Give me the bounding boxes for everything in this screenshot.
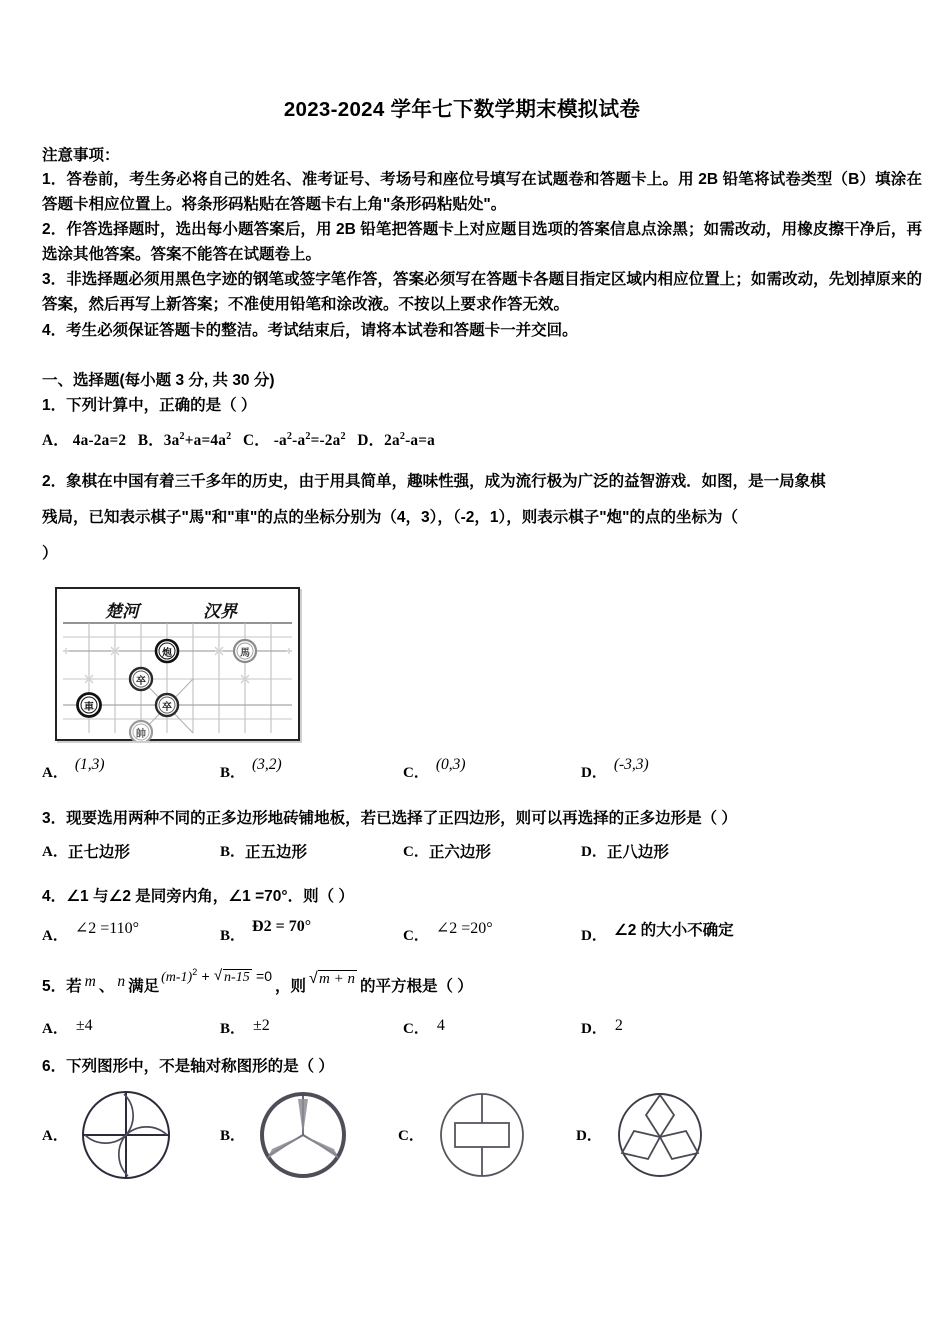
q5-option-a[interactable] <box>42 1017 220 1038</box>
q5-radical-2 <box>309 966 357 991</box>
section-heading-choice: 一、选择题(每小题 3 分, 共 30 分) <box>42 371 275 389</box>
notice-item-4: 4．考生必须保证答题卡的整洁。考试结束后，请将本试卷和答题卡一并交回。 <box>42 321 578 339</box>
q2-option-a[interactable] <box>42 755 220 782</box>
notice-item-3: 3．非选择题必须用黑色字迹的钢笔或签字笔作答，答案必须写在答题卡各题目指定区域内相应位置上；如需改动，先划掉原来的答案，然后再写上新答案；不准使用铅笔和涂改液。不按以上要求作答无效。 <box>42 271 922 314</box>
q1-option-c-label: C． <box>242 431 270 449</box>
q5-option-d[interactable] <box>581 1017 781 1038</box>
question-2-stem-line-2: 残局，已知表示棋子"馬"和"車"的点的坐标分别为（4，3），（-2，1），则表示棋子"炮"的点的坐标为（ <box>42 508 738 526</box>
q6-option-d[interactable] <box>576 1085 766 1185</box>
notice-item-2: 2．作答选择题时，选出每小题答案后，用 2B 铅笔把答题卡上对应题目选项的答案信息点涂黑；如需改动，用橡皮擦干净后，再选涂其他答案。答案不能答在试题卷上。 <box>42 221 922 264</box>
chess-piece-ju <box>78 693 101 716</box>
q3-option-b[interactable] <box>220 840 403 862</box>
question-2-stem-line-3: ） <box>42 545 58 563</box>
q2-option-a-label: A． <box>42 764 68 781</box>
page-content <box>42 0 922 1185</box>
question-5-stem <box>42 966 922 999</box>
q5-radicand-2: m + n <box>319 971 355 988</box>
question-6-stem: 6．下列图形中，不是轴对称图形的是（ ） <box>42 1057 334 1075</box>
chess-board-graphic <box>55 587 300 741</box>
q4-option-a[interactable] <box>42 920 220 945</box>
svg-text:卒: 卒 <box>136 675 146 687</box>
q4-option-b-value: Ð2 = 70° <box>252 918 312 936</box>
q5-expression-2 <box>306 966 360 991</box>
q5-expr-base: (m‑1) <box>161 970 193 986</box>
q2-option-d-value: (‑3,3) <box>613 755 649 773</box>
q5-suffix: 的平方根是（ ） <box>359 977 473 995</box>
q3-option-a[interactable] <box>42 840 220 862</box>
q3-option-c-value: 正六边形 <box>428 843 491 861</box>
q4-option-d[interactable] <box>581 923 781 945</box>
svg-text:馬: 馬 <box>240 647 250 659</box>
q2-option-d[interactable] <box>581 755 781 782</box>
q5-option-c-label: C． <box>403 1020 429 1037</box>
notice-heading: 注意事项： <box>42 146 120 164</box>
q5-radical-1 <box>214 964 252 988</box>
q5-expr-eq: =0 <box>256 968 272 985</box>
three-diamonds-in-circle-icon <box>608 1085 712 1185</box>
q3-option-d-label: D． <box>581 843 607 860</box>
q3-option-d-value: 正八边形 <box>606 843 669 861</box>
q6-option-b[interactable] <box>220 1085 398 1185</box>
question-1-options <box>42 428 922 450</box>
q2-option-a-value: (1,3) <box>74 755 105 773</box>
q2-option-b-value: (3,2) <box>252 755 282 773</box>
q1-option-b-label: B． <box>137 431 164 449</box>
river-label-right: 汉界 <box>203 601 237 621</box>
question-6-figure-options <box>42 1085 922 1185</box>
q5-option-a-label: A． <box>42 1020 68 1037</box>
q6-option-a[interactable] <box>42 1085 220 1185</box>
q5-expression-1 <box>159 964 272 990</box>
q4-option-d-label: D． <box>581 928 607 945</box>
q2-option-b[interactable] <box>220 755 403 782</box>
question-4-stem: 4．∠1 与∠2 是同旁内角，∠1 =70°．则（ ） <box>42 887 354 905</box>
q3-option-c-label: C． <box>403 843 429 860</box>
q1-option-a-label: A． <box>42 431 69 449</box>
q6-option-c[interactable] <box>398 1085 576 1185</box>
question-1-stem: 1．下列计算中，正确的是（ ） <box>42 397 257 415</box>
q5-mid-2: 满足 <box>128 977 160 995</box>
q2-option-d-label: D． <box>581 764 607 781</box>
question-3-stem: 3．现要选用两种不同的正多边形地砖铺地板，若已选择了正四边形，则可以再选择的正多边形是（ ） <box>42 809 737 827</box>
q5-option-b[interactable] <box>220 1017 403 1038</box>
q4-option-d-value: ∠2 的大小不确定 <box>613 922 734 940</box>
q2-option-b-label: B． <box>220 764 246 781</box>
q5-expr-exponent: 2 <box>192 966 198 977</box>
question-3-options <box>42 840 922 862</box>
q1-option-b-value: $3a^2+a=4a^2$ <box>163 430 232 449</box>
q3-option-c[interactable] <box>403 840 581 862</box>
q5-option-b-label: B． <box>220 1020 246 1037</box>
pinwheel-in-circle-icon <box>74 1085 178 1185</box>
q1-option-c-value: $‑a^2‑a^2=‑2a^2$ <box>269 430 346 449</box>
q1-option-a-value: 4a‑2a=2 <box>68 431 127 449</box>
q3-option-d[interactable] <box>581 840 781 862</box>
q5-mid-3: ，则 <box>275 977 307 995</box>
q5-expr-plus: + <box>201 968 210 985</box>
chess-piece-zu-2 <box>156 694 178 716</box>
q5-var-m: m <box>84 972 96 990</box>
q3-option-b-label: B． <box>220 843 246 860</box>
q3-option-a-value: 正七边形 <box>67 843 130 861</box>
q1-option-d-label: D． <box>357 431 385 449</box>
q4-option-c[interactable] <box>403 920 581 945</box>
q6-option-b-label: B． <box>220 1128 246 1145</box>
svg-text:車: 車 <box>84 701 94 713</box>
q4-option-b-label: B． <box>220 928 246 945</box>
q3-option-b-value: 正五边形 <box>245 843 308 861</box>
chess-piece-zu-1 <box>130 668 152 690</box>
rectangle-with-vertical-line-in-circle-icon <box>430 1085 534 1185</box>
q6-option-a-label: A． <box>42 1128 68 1145</box>
q5-mid-1: 、 <box>98 977 115 995</box>
q5-radicand-1: n‑15 <box>224 970 250 986</box>
q3-option-a-label: A． <box>42 843 68 860</box>
chess-board-figure <box>55 587 300 741</box>
q5-option-c-value: 4 <box>436 1016 445 1034</box>
svg-text:帥: 帥 <box>136 728 146 740</box>
chess-piece-shuai <box>130 721 152 741</box>
q2-option-c-label: C． <box>403 764 429 781</box>
question-5-options <box>42 1017 922 1038</box>
q5-option-b-value: ±2 <box>253 1016 270 1034</box>
chess-piece-ma <box>234 640 256 662</box>
three-point-star-in-circle-icon <box>251 1085 355 1185</box>
q2-option-c[interactable] <box>403 755 581 782</box>
river-label-left: 楚河 <box>105 601 139 621</box>
q5-var-n: n <box>117 972 126 990</box>
q4-option-a-label: A． <box>42 928 68 945</box>
page-title: 2023-2024 学年七下数学期末模拟试卷 <box>283 98 641 121</box>
question-2-stem-line-1: 2．象棋在中国有着三千多年的历史，由于用具简单，趣味性强，成为流行极为广泛的益智游戏．如图，是一局象棋 <box>42 472 826 490</box>
q4-option-c-value: ∠2 =20° <box>435 920 493 938</box>
q5-option-a-value: ±4 <box>75 1016 93 1034</box>
q2-option-c-value: (0,3) <box>435 755 466 773</box>
q5-option-c[interactable] <box>403 1017 581 1038</box>
svg-text:卒: 卒 <box>162 701 172 713</box>
q5-option-d-label: D． <box>581 1020 607 1037</box>
q6-option-d-label: D． <box>576 1128 602 1145</box>
question-2-options <box>42 755 922 782</box>
question-4-options <box>42 918 922 945</box>
notice-item-1: 1．答卷前，考生务必将自己的姓名、准考证号、考场号和座位号填写在试题卷和答题卡上。用 2B 铅笔将试卷类型（B）填涂在答题卡相应位置上。将条形码粘贴在答题卡右上角"条形码粘贴处"。 <box>42 170 922 213</box>
q4-option-c-label: C． <box>403 928 429 945</box>
q1-option-d-value: $2a^2‑a=a$ <box>384 430 435 449</box>
q4-option-b[interactable] <box>220 918 403 945</box>
svg-text:炮: 炮 <box>162 647 172 659</box>
chess-piece-pao <box>156 640 178 662</box>
q5-option-d-value: 2 <box>614 1016 623 1034</box>
q4-option-a-value: ∠2 =110° <box>74 920 140 938</box>
q6-option-c-label: C． <box>398 1128 424 1145</box>
q5-prefix: 5．若 <box>42 977 82 995</box>
